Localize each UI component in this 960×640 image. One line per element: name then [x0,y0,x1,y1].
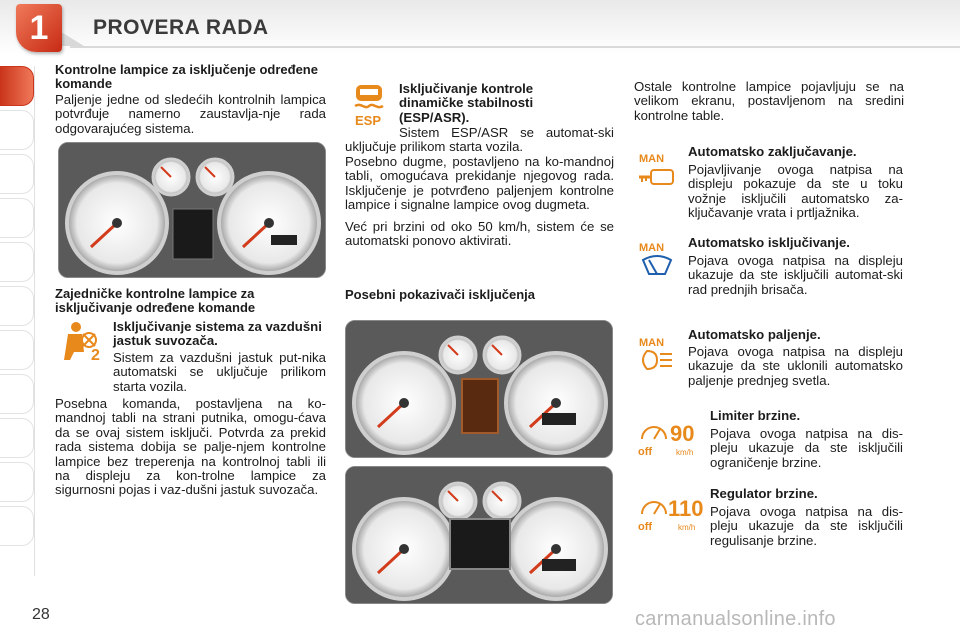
cruise-control-value: 110 [668,496,704,521]
page-number: 28 [32,606,50,623]
auto-wiper-off-icon [637,240,677,278]
cruise-control-title: Regulator brzine. [710,486,818,501]
auto-lock-off-icon [637,150,677,190]
chapter-tab-4[interactable] [0,198,34,238]
auto-lock-man-label: MAN [639,153,665,165]
chapter-tabs [0,66,34,550]
chapter-tab-8[interactable] [0,374,34,414]
auto-wiper-man-label: MAN [639,242,665,254]
page-title: PROVERA RADA [93,16,269,39]
cruise-control-off-label: off [638,521,653,533]
chapter-tab-2[interactable] [0,110,34,150]
chapter-tab-1[interactable] [0,66,34,106]
section-heading-common-lamps: Zajedničke kontrolne lampice za isključivanje određene komande [55,286,256,315]
esp-label: ESP [355,113,382,128]
section-intro-text: Paljenje jedne od sledećih kontrolnih lampica potvrđuje namerno zaustavlja-nje rada odgovarajućeg sistema. [55,92,326,136]
header-rule [70,46,960,48]
speed-limiter-off-label: off [638,446,653,458]
cruise-control-body: Pojava ovoga natpisa na dis-pleju ukazuje da ste isključili regulisanje brzine. [710,504,903,548]
esp-body-1: Sistem ESP/ASR se automat-ski uključuje prilikom starta vozila. [345,125,614,155]
watermark: carmanualsonline.info [635,608,836,630]
instrument-cluster-image-2 [345,320,613,458]
chapter-tab-11[interactable] [0,506,34,546]
chapter-number: 1 [16,4,62,52]
esp-icon [351,82,387,128]
auto-wiper-title: Automatsko isključivanje. [688,235,850,250]
speed-limiter-unit: km/h [676,448,694,457]
cruise-control-unit: km/h [678,523,696,532]
auto-wiper-body: Pojava ovoga natpisa na displeju ukazuje da ste isključili automat-ski rad prednjih brisača. [688,253,903,297]
instrument-cluster-image-3 [345,466,613,604]
col3-intro: Ostale kontrolne lampice pojavljuju se na velikom ekranu, postavljenom na sredini kontrolne table. [634,79,904,123]
auto-lights-title: Automatsko paljenje. [688,327,821,342]
speed-limiter-title: Limiter brzine. [710,408,801,423]
airbag-command-text: Posebna komanda, postavljena na ko-mandnoj tabli na strani putnika, omogu-ćava da se ovaj sistem isključi. Potvrda za prekid rada sistema dobija se palje-njem kontrolne lampice bez treperenja na kontrolnoj tabli ili na displeju za kon-trolne lampice za sigurnosni pojas i vaz-dušni jastuk suvozača. [55,396,326,498]
svg-text:2: 2 [91,347,100,362]
chapter-tab-10[interactable] [0,462,34,502]
airbag-title: Isključivanje sistema za vazdušni jastuk suvozača. [113,319,322,349]
instrument-cluster-3-icon [346,467,613,604]
auto-lights-body: Pojava ovoga natpisa na displeju ukazuje da ste uklonili automatsko paljenje prednjeg svetla. [688,344,903,388]
chapter-tab-5[interactable] [0,242,34,282]
chapter-tab-9[interactable] [0,418,34,458]
chapter-tab-7[interactable] [0,330,34,370]
instrument-cluster-icon [59,143,326,278]
speed-limiter-off-icon [636,417,706,459]
chapter-tab-3[interactable] [0,154,34,194]
auto-lock-title: Automatsko zaključavanje. [688,144,857,159]
auto-lock-body: Pojavljivanje ovoga natpisa na displeju pokazuje da ste u toku vožnje isključili automatsko za-ključavanje vrata i prtljažnika. [688,162,903,221]
auto-lights-man-label: MAN [639,337,665,349]
esp-title: Isključivanje kontrole dinamičke stabilnosti (ESP/ASR). [399,81,534,125]
instrument-cluster-2-icon [346,321,613,458]
section-heading-disabling-lamps: Kontrolne lampice za isključenje određene komande [55,62,318,91]
chapter-tab-6[interactable] [0,286,34,326]
instrument-cluster-image [58,142,326,278]
cruise-control-off-icon [636,492,708,534]
speed-limiter-body: Pojava ovoga natpisa na dis-pleju ukazuje da ste isključili ograničenje brzine. [710,426,903,470]
speed-limiter-value: 90 [670,421,695,446]
esp-body-3: Već pri brzini od oko 50 km/h, sistem će se automatski ponovo aktivirati. [345,219,614,249]
auto-lights-off-icon [637,335,677,373]
esp-body-2: Posebno dugme, postavljeno na ko-mandnoj tabli, omogućava prekidanje njegovog rada. Isključenje je potvrđeno paljenjem kontrolne lampice i signalne lampice ovog dugmeta. [345,154,614,213]
airbag-body: Sistem za vazdušni jastuk put-nika automatski se uključuje prilikom starta vozila. [113,350,326,394]
sidebar-divider [34,66,35,576]
special-indicators-heading: Posebni pokazivači isključenja [345,287,536,302]
airbag-off-icon [60,320,104,362]
